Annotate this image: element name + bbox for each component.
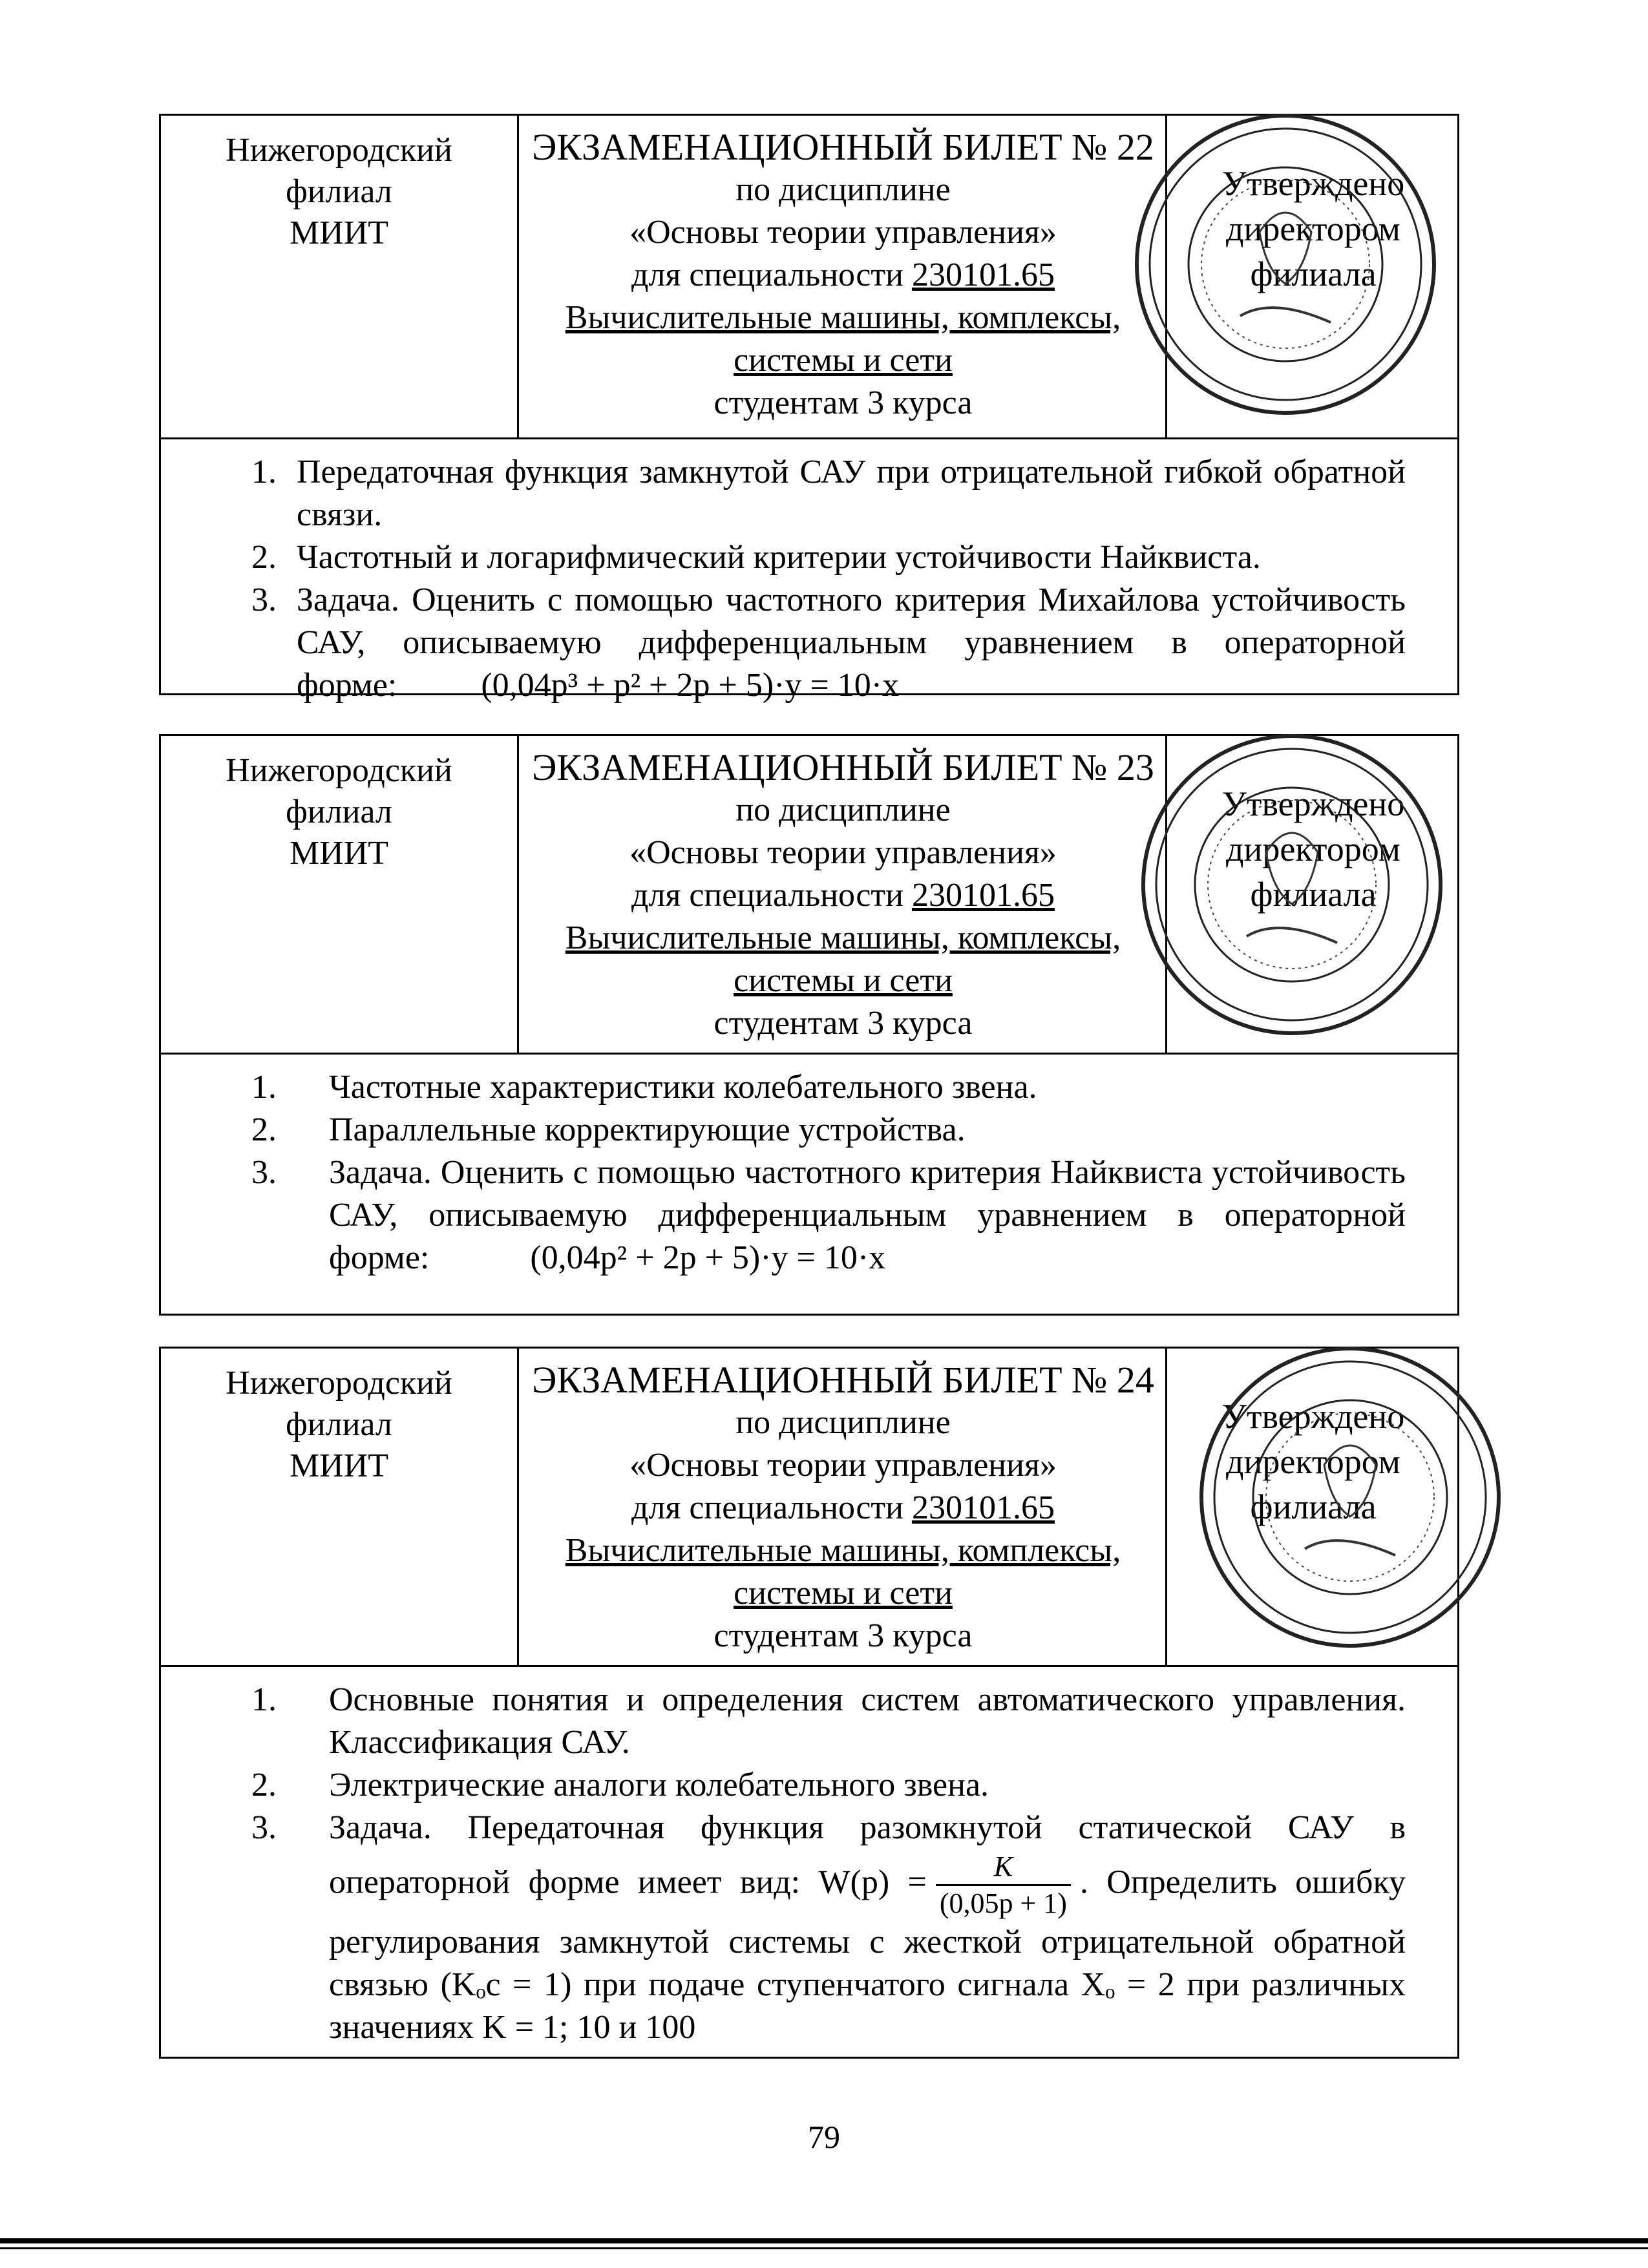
question-text: . Определить ошибку регулирования замкнутой системы с жесткой отрицательной обратной связью (Kₒс = 1) при подаче ступенчатого сигнала Xₒ = 2 при различных значениях K = 1; 10 и 100 <box>329 1864 1406 2046</box>
question-text: Задача. Оценить с помощью частотного критерия Найквиста устойчивость САУ, описываемую дифференциальным уравнением в операторной форме: <box>329 1154 1406 1276</box>
ticket-title-cell <box>521 116 1167 437</box>
question-item <box>251 1807 1406 2049</box>
question-text: Основные понятия и определения систем автоматического управления. Классификация САУ. <box>329 1681 1406 1761</box>
branch-line: МИИТ <box>289 215 389 251</box>
exam-ticket-22 <box>159 114 1459 704</box>
specialty-name: Вычислительные машины, комплексы, <box>565 1532 1121 1569</box>
exam-ticket-23 <box>159 734 1459 1316</box>
question-text: Электрические аналоги колебательного звена. <box>329 1767 989 1803</box>
bottom-rule <box>0 2238 1648 2243</box>
specialty-name: системы и сети <box>734 342 953 379</box>
discipline-label: по дисциплине <box>735 1404 951 1441</box>
discipline-label: по дисциплине <box>735 792 951 828</box>
specialty-label: для специальности <box>631 257 912 293</box>
approval-line: Утверждено <box>1221 1397 1405 1436</box>
specialty-line <box>521 1487 1165 1529</box>
question-text: Частотные характеристики колебательного звена. <box>329 1069 1037 1106</box>
question-item <box>251 1109 1406 1151</box>
specialty-line <box>521 874 1165 917</box>
ticket-header <box>161 736 1457 1055</box>
specialty-code: 230101.65 <box>911 877 1055 914</box>
branch-cell <box>161 1349 519 1665</box>
ticket-title-cell <box>521 1349 1167 1665</box>
specialty-name: Вычислительные машины, комплексы, <box>565 919 1121 956</box>
branch-line: МИИТ <box>289 1447 389 1484</box>
branch-line: Нижегородский <box>226 752 452 789</box>
approval-cell <box>1169 116 1457 437</box>
students-line: студентам 3 курса <box>713 1617 973 1654</box>
question-list <box>251 451 1406 707</box>
specialty-name: Вычислительные машины, комплексы, <box>565 299 1121 336</box>
question-item <box>251 1066 1406 1109</box>
approval-line: филиала <box>1250 875 1377 914</box>
specialty-name: системы и сети <box>734 1575 953 1612</box>
branch-line: филиал <box>286 1406 392 1443</box>
students-line: студентам 3 курса <box>713 1005 973 1042</box>
branch-line: МИИТ <box>289 835 389 872</box>
discipline-name: «Основы теории управления» <box>629 214 1057 251</box>
questions-area <box>161 1055 1457 1279</box>
question-text: Частотный и логарифмический критерии устойчивости Найквиста. <box>297 539 1261 576</box>
question-item <box>251 451 1406 536</box>
specialty-code: 230101.65 <box>911 257 1055 293</box>
fraction-numerator: K <box>936 1849 1071 1886</box>
question-list <box>251 1066 1406 1279</box>
question-number: 2. <box>251 1767 277 1803</box>
fraction-denominator: (0,05p + 1) <box>939 1887 1067 1919</box>
equation: (0,04p³ + p² + 2p + 5)·y = 10·x <box>481 667 900 704</box>
question-number: 3. <box>251 1809 277 1846</box>
approval-line: Утверждено <box>1221 164 1405 203</box>
question-item <box>251 1151 1406 1279</box>
question-number: 2. <box>251 539 277 576</box>
ticket-title: ЭКЗАМЕНАЦИОННЫЙ БИЛЕТ № 22 <box>532 126 1154 168</box>
questions-area <box>161 1667 1457 2049</box>
question-text: Задача. Передаточная функция разомкнутой статической САУ в операторной форме имеет вид: W(p) = <box>329 1809 1406 1901</box>
branch-line: Нижегородский <box>226 1365 452 1402</box>
question-text: Передаточная функция замкнутой САУ при отрицательной гибкой обратной связи. <box>297 454 1406 533</box>
approval-cell <box>1169 736 1457 1053</box>
ticket-title-cell <box>521 736 1167 1053</box>
question-text: Параллельные корректирующие устройства. <box>329 1111 966 1148</box>
branch-line: филиал <box>286 173 392 210</box>
question-item <box>251 1764 1406 1807</box>
page-number: 79 <box>808 2119 840 2155</box>
question-text: Задача. Оценить с помощью частотного критерия Михайлова устойчивость САУ, описываемую дифференциальным уравнением в операторной форме: <box>297 582 1406 704</box>
branch-line: Нижегородский <box>226 132 452 169</box>
ticket-header <box>161 1349 1457 1667</box>
question-item <box>251 536 1406 579</box>
branch-cell <box>161 736 519 1053</box>
equation: (0,04p² + 2p + 5)·y = 10·x <box>530 1239 886 1276</box>
specialty-name: системы и сети <box>734 962 953 999</box>
approval-line: филиала <box>1250 1487 1377 1526</box>
bottom-rule-thin <box>0 2247 1648 2249</box>
specialty-label: для специальности <box>631 877 912 914</box>
question-item <box>251 1679 1406 1764</box>
exam-ticket-24 <box>159 1347 1459 2059</box>
ticket-title: ЭКЗАМЕНАЦИОННЫЙ БИЛЕТ № 24 <box>532 1359 1154 1401</box>
ticket-header <box>161 116 1457 439</box>
branch-cell <box>161 116 519 437</box>
question-list <box>251 1679 1406 2049</box>
students-line: студентам 3 курса <box>713 384 973 421</box>
specialty-label: для специальности <box>631 1489 912 1526</box>
ticket-title: ЭКЗАМЕНАЦИОННЫЙ БИЛЕТ № 23 <box>532 746 1154 788</box>
question-number: 3. <box>251 1154 277 1191</box>
question-number: 1. <box>251 1681 277 1718</box>
questions-area <box>161 439 1457 707</box>
approval-line: филиала <box>1250 255 1377 293</box>
approval-line: Утверждено <box>1221 784 1405 823</box>
discipline-name: «Основы теории управления» <box>629 1447 1057 1484</box>
question-number: 1. <box>251 1069 277 1106</box>
question-number: 3. <box>251 582 277 618</box>
discipline-name: «Основы теории управления» <box>629 834 1057 871</box>
question-item <box>251 579 1406 707</box>
approval-line: директором <box>1226 830 1400 868</box>
approval-cell <box>1169 1349 1457 1665</box>
approval-line: директором <box>1226 1442 1400 1481</box>
question-number: 2. <box>251 1111 277 1148</box>
specialty-line <box>521 254 1165 297</box>
discipline-label: по дисциплине <box>735 171 951 208</box>
approval-line: директором <box>1226 209 1400 248</box>
question-number: 1. <box>251 454 277 490</box>
branch-line: филиал <box>286 793 392 830</box>
specialty-code: 230101.65 <box>911 1489 1055 1526</box>
transfer-function-fraction <box>936 1849 1071 1921</box>
